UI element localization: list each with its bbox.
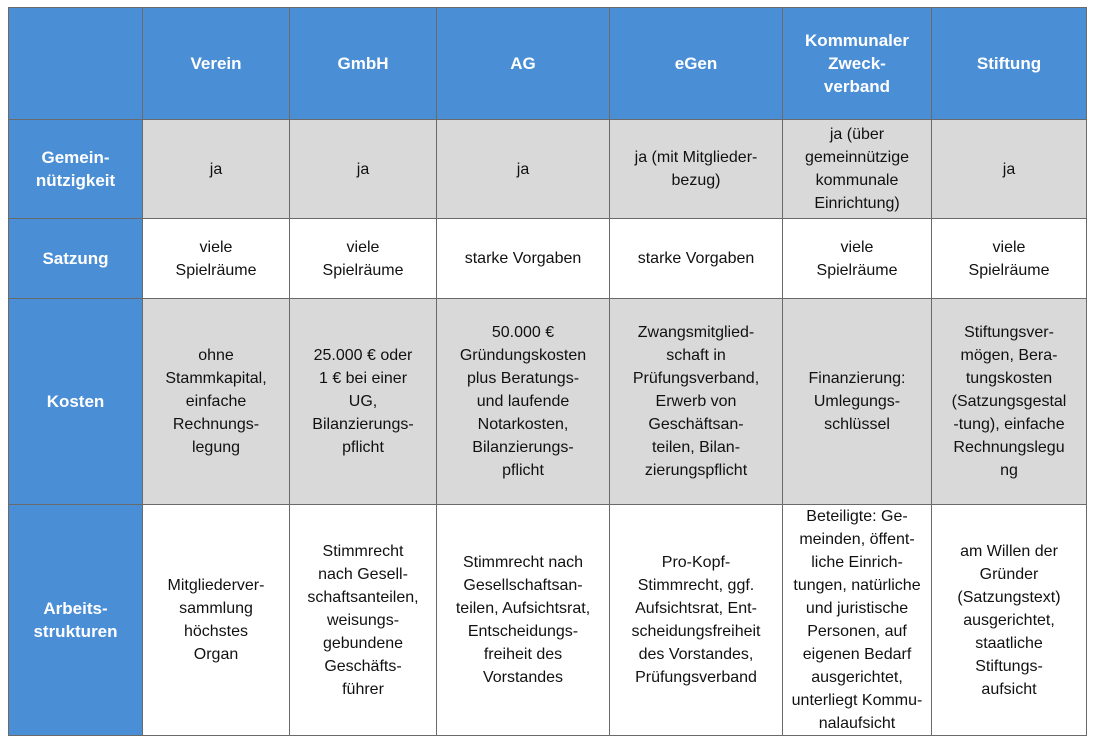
row-satzung [9, 219, 1087, 299]
cell-ag: starke Vorgaben [437, 219, 610, 299]
header-egen: eGen [610, 8, 783, 120]
cell-egen: ja (mit Mitglieder- bezug) [610, 120, 783, 219]
cell-zweckverband: viele Spielräume [783, 219, 932, 299]
cell-egen: Pro-Kopf- Stimmrecht, ggf. Aufsichtsrat, Ent- scheidungsfreiheit des Vorstandes, Prüfungsverband [610, 505, 783, 736]
cell-ag: ja [437, 120, 610, 219]
cell-egen: Zwangsmitglied- schaft in Prüfungsverband, Erwerb von Geschäftsan- teilen, Bilan- zierungspflicht [610, 299, 783, 505]
comparison-table [8, 7, 1087, 736]
cell-zweckverband: ja (über gemeinnützige kommunale Einrichtung) [783, 120, 932, 219]
cell-verein: Mitgliederver- sammlung höchstes Organ [143, 505, 290, 736]
header-stiftung: Stiftung [932, 8, 1087, 120]
row-gemeinnuetzigkeit [9, 120, 1087, 219]
cell-gmbh: Stimmrecht nach Gesell- schaftsanteilen, weisungs- gebundene Geschäfts- führer [290, 505, 437, 736]
cell-gmbh: viele Spielräume [290, 219, 437, 299]
cell-gmbh: ja [290, 120, 437, 219]
cell-ag: 50.000 € Gründungskosten plus Beratungs- und laufende Notarkosten, Bilanzierungs- pflicht [437, 299, 610, 505]
row-label-gemeinnuetzigkeit: Gemein- nützigkeit [9, 120, 143, 219]
row-kosten [9, 299, 1087, 505]
header-zweckverband: Kommunaler Zweck- verband [783, 8, 932, 120]
cell-stiftung: am Willen der Gründer (Satzungstext) ausgerichtet, staatliche Stiftungs- aufsicht [932, 505, 1087, 736]
header-ag: AG [437, 8, 610, 120]
row-label-satzung: Satzung [9, 219, 143, 299]
cell-zweckverband: Beteiligte: Ge- meinden, öffent- liche Einrich- tungen, natürliche und juristische Personen, auf eigenen Bedarf ausgerichtet, unterliegt Kommu- nalaufsicht [783, 505, 932, 736]
cell-stiftung: ja [932, 120, 1087, 219]
cell-ag: Stimmrecht nach Gesellschaftsan- teilen, Aufsichtsrat, Entscheidungs- freiheit des Vorstandes [437, 505, 610, 736]
header-row [9, 8, 1087, 120]
cell-gmbh: 25.000 € oder 1 € bei einer UG, Bilanzierungs- pflicht [290, 299, 437, 505]
cell-verein: viele Spielräume [143, 219, 290, 299]
header-corner [9, 8, 143, 120]
row-label-kosten: Kosten [9, 299, 143, 505]
cell-stiftung: Stiftungsver- mögen, Bera- tungskosten (Satzungsgestal -tung), einfache Rechnungslegu ng [932, 299, 1087, 505]
cell-zweckverband: Finanzierung: Umlegungs- schlüssel [783, 299, 932, 505]
header-gmbh: GmbH [290, 8, 437, 120]
row-arbeitsstrukturen [9, 505, 1087, 736]
cell-verein: ohne Stammkapital, einfache Rechnungs- legung [143, 299, 290, 505]
cell-egen: starke Vorgaben [610, 219, 783, 299]
row-label-arbeitsstrukturen: Arbeits- strukturen [9, 505, 143, 736]
header-verein: Verein [143, 8, 290, 120]
cell-stiftung: viele Spielräume [932, 219, 1087, 299]
cell-verein: ja [143, 120, 290, 219]
